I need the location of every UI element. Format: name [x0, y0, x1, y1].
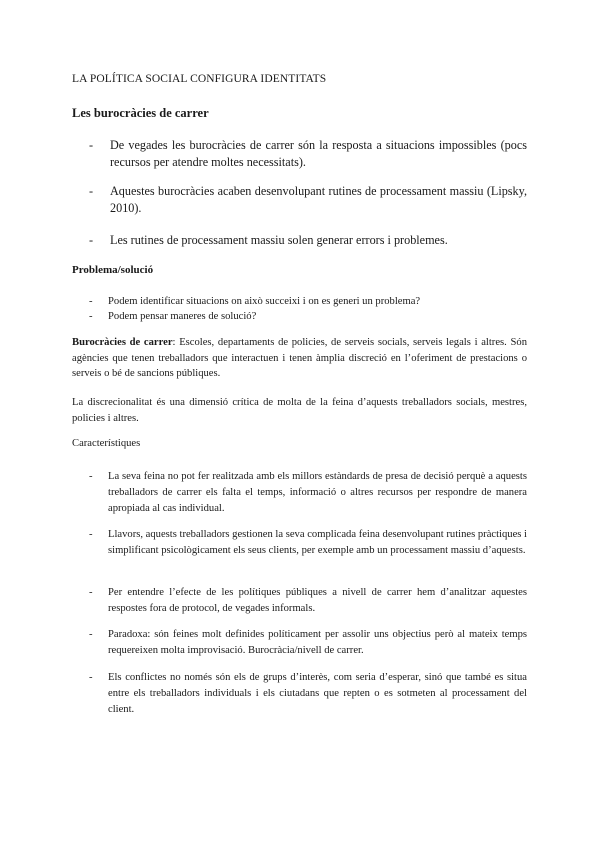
section-heading-problem-solution: Problema/solució: [72, 264, 154, 276]
bullet-dash: -: [89, 587, 93, 598]
list-item-text: Els conflictes no només són els de grups d’interès, com seria d’esperar, sinó que també es situa entre els treballadors individuals i els ciutadans que repten o es sotmeten al processament del client.: [108, 672, 527, 716]
list-item: [72, 585, 527, 617]
document-title: LA POLÍTICA SOCIAL CONFIGURA IDENTITATS: [72, 73, 327, 85]
bullet-list: [72, 670, 527, 719]
list-item: [72, 294, 527, 309]
bullet-list: [72, 469, 527, 518]
section-heading-characteristics: Característiques: [72, 438, 141, 449]
list-item: [72, 309, 527, 324]
bullet-list: [72, 294, 527, 324]
bullet-dash: -: [89, 296, 93, 307]
list-item: [72, 527, 527, 559]
definition-paragraph: [72, 335, 527, 382]
list-item-text: Llavors, aquests treballadors gestionen la seva complicada feina desenvolupant rutines pràctiques i simplificant psicològicament els seus clients, per exemple amb un processament massiu d’aquests.: [108, 529, 527, 557]
bullet-dash: -: [89, 138, 94, 152]
bullet-list: [72, 585, 527, 617]
list-item: [72, 469, 527, 518]
list-item: [72, 670, 527, 719]
bullet-dash: -: [89, 233, 94, 247]
section-heading-street-bureaucracies: Les burocràcies de carrer: [72, 106, 209, 120]
bullet-list: [72, 137, 527, 170]
bullet-list: [72, 183, 527, 216]
list-item-text: La seva feina no pot fer realitzada amb els millors estàndards de presa de decisió perquè a aquests treballadors de carrer els falta el temps, informació o altres recursos per respondre de manera apropiada al cas individual.: [108, 471, 527, 515]
bullet-dash: -: [89, 529, 93, 540]
list-item-text: Les rutines de processament massiu solen generar errors i problemes.: [110, 233, 448, 247]
discretion-paragraph: La discrecionalitat és una dimensió crítica de molta de la feina d’aquests treballadors socials, mestres, policies i altres.: [72, 397, 527, 424]
list-item-text: Paradoxa: són feines molt definides políticament per assolir uns objectius però al mateix temps requereixen molta improvisació. Burocràcia/nivell de carrer.: [108, 629, 527, 657]
bullet-dash: -: [89, 672, 93, 683]
bullet-dash: -: [89, 471, 93, 482]
bullet-list: [72, 627, 527, 659]
list-item-text: Podem identificar situacions on això succeixi i on es generi un problema?: [108, 296, 421, 307]
bullet-list: [72, 232, 527, 249]
bullet-dash: -: [89, 629, 93, 640]
list-item: [72, 137, 527, 170]
list-item: [72, 232, 527, 249]
list-item-text: Per entendre l’efecte de les polítiques públiques a nivell de carrer hem d’analitzar aquestes respostes fora de protocol, de vegades informals.: [108, 587, 527, 615]
definition-term: Burocràcies de carrer: [72, 337, 173, 348]
list-item: [72, 627, 527, 659]
definition-text: : Escoles, departaments de policies, de serveis socials, serveis legals i altres. Són agències que tenen treballadors que interactuen i tenen àmplia discreció en l’oferiment de prestacions o serveis o bé de sancions públiques.: [72, 337, 527, 380]
bullet-dash: -: [89, 184, 94, 198]
list-item: [72, 183, 527, 216]
list-item-text: Aquestes burocràcies acaben desenvolupant rutines de processament massiu (Lipsky, 2010).: [110, 184, 527, 215]
bullet-dash: -: [89, 311, 93, 322]
bullet-list: [72, 527, 527, 559]
list-item-text: De vegades les burocràcies de carrer són la resposta a situacions impossibles (pocs recursos per atendre moltes necessitats).: [110, 138, 527, 169]
list-item-text: Podem pensar maneres de solució?: [108, 311, 257, 322]
